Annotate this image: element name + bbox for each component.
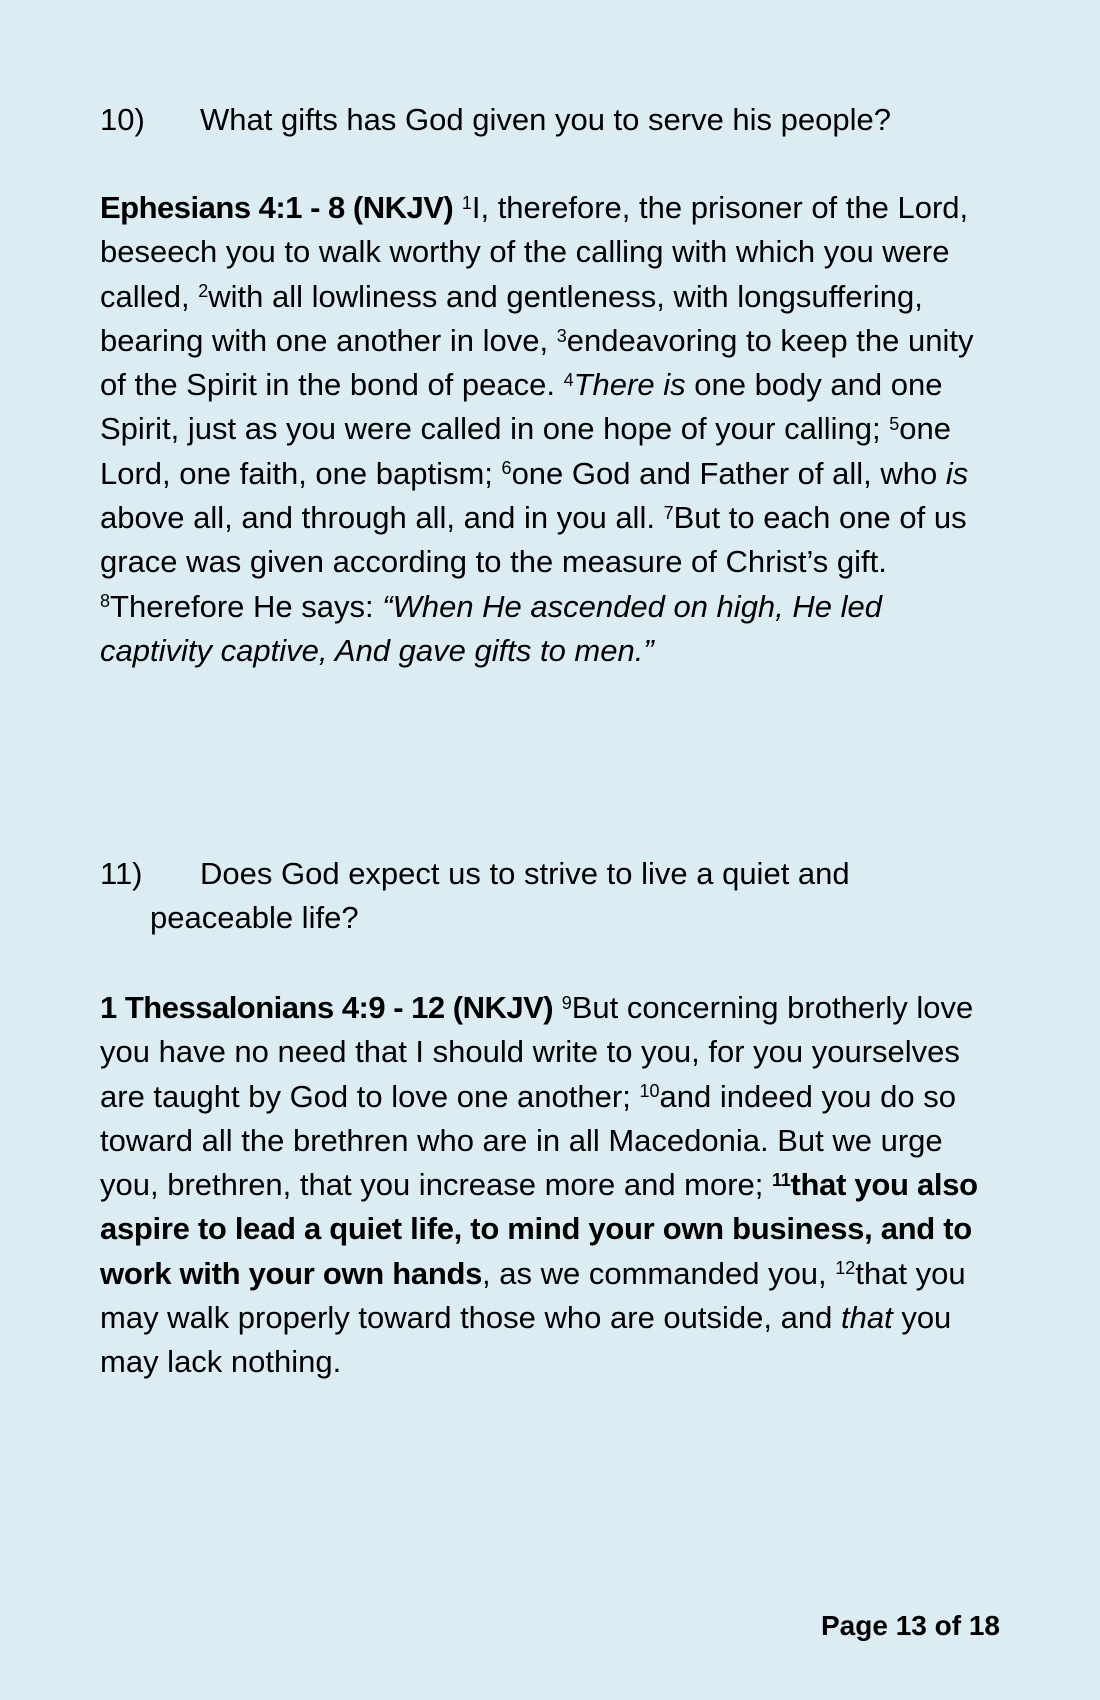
scripture-reference: 1 Thessalonians 4:9 - 12 (NKJV) [100, 990, 554, 1025]
verse-number: 1 [461, 192, 472, 213]
question-text: What gifts has God given you to serve his people? [200, 102, 892, 137]
verse-italic-text: that [840, 1300, 893, 1336]
verse-number: 2 [198, 281, 209, 302]
question-10 [100, 98, 1000, 142]
question-number: 11) [100, 856, 143, 891]
verse-text: and indeed you do so toward all the brethren who are in all Macedonia. But we urge you, brethren, that you increase more and more; [100, 1078, 956, 1203]
verse-text: with all lowliness and gentleness, with longsuffering, bearing with one another in love, [100, 278, 923, 358]
verse-number: 7 [663, 502, 674, 523]
verse-quote: “When He ascended on high, He led captivity captive, And gave gifts to men.” [100, 588, 883, 668]
verse-number: 3 [556, 325, 567, 346]
verse-text: endeavoring to keep the unity of the Spirit in the bond of peace. [100, 322, 974, 403]
verse-text: one Lord, one faith, one baptism; [100, 411, 951, 491]
verse-number: 11 [772, 1169, 791, 1190]
verse-text: But concerning brotherly love you have no need that I should write to you, for you yourselves are taught by God to love one another; [100, 990, 974, 1114]
verse-text: Therefore He says: [110, 588, 374, 624]
verse-text: one God and Father of all, who [511, 455, 938, 491]
page-footer [821, 1610, 1000, 1642]
verse-number: 10 [639, 1081, 660, 1102]
verse-text: one body and one Spirit, just as you were called in one hope of your calling; [100, 367, 943, 447]
verse-text: above all, and through all, and in you all. [100, 500, 655, 536]
document-page [100, 0, 1000, 1700]
verse-text: I, therefore, the prisoner of the Lord, beseech you to walk worthy of the calling with which you were called, [100, 190, 969, 314]
verse-italic-text: is [945, 455, 969, 491]
verse-text: that you may walk properly toward those who are outside, and [100, 1255, 966, 1336]
verse-italic-text: There is [573, 367, 686, 403]
verse-number: 5 [889, 414, 900, 435]
verse-text: But to each one of us grace was given according to the measure of Christ’s gift. [100, 500, 967, 580]
verse-number: 12 [835, 1258, 856, 1279]
verse-text: you may lack nothing. [100, 1300, 952, 1380]
verse-number: 6 [501, 458, 512, 479]
page-label: Page [820, 1610, 888, 1641]
question-number: 10) [100, 102, 145, 137]
page-number: 13 [895, 1610, 927, 1641]
of-label: of [934, 1610, 962, 1641]
passage-ephesians [100, 186, 1000, 673]
page-total: 18 [968, 1610, 1000, 1641]
question-text-continued: peaceable life? [150, 900, 359, 935]
question-11 [100, 852, 1000, 940]
passage-thessalonians [100, 986, 1000, 1385]
verse-number: 4 [563, 369, 574, 390]
question-text: Does God expect us to strive to live a quiet and [200, 856, 850, 891]
verse-number: 8 [100, 591, 111, 612]
scripture-reference: Ephesians 4:1 - 8 (NKJV) [100, 190, 454, 225]
verse-bold-text: that you also aspire to lead a quiet life, to mind your own business, and to work with your own hands [100, 1167, 978, 1291]
verse-text: , as we commanded you, [482, 1255, 827, 1291]
verse-number: 9 [561, 992, 572, 1013]
